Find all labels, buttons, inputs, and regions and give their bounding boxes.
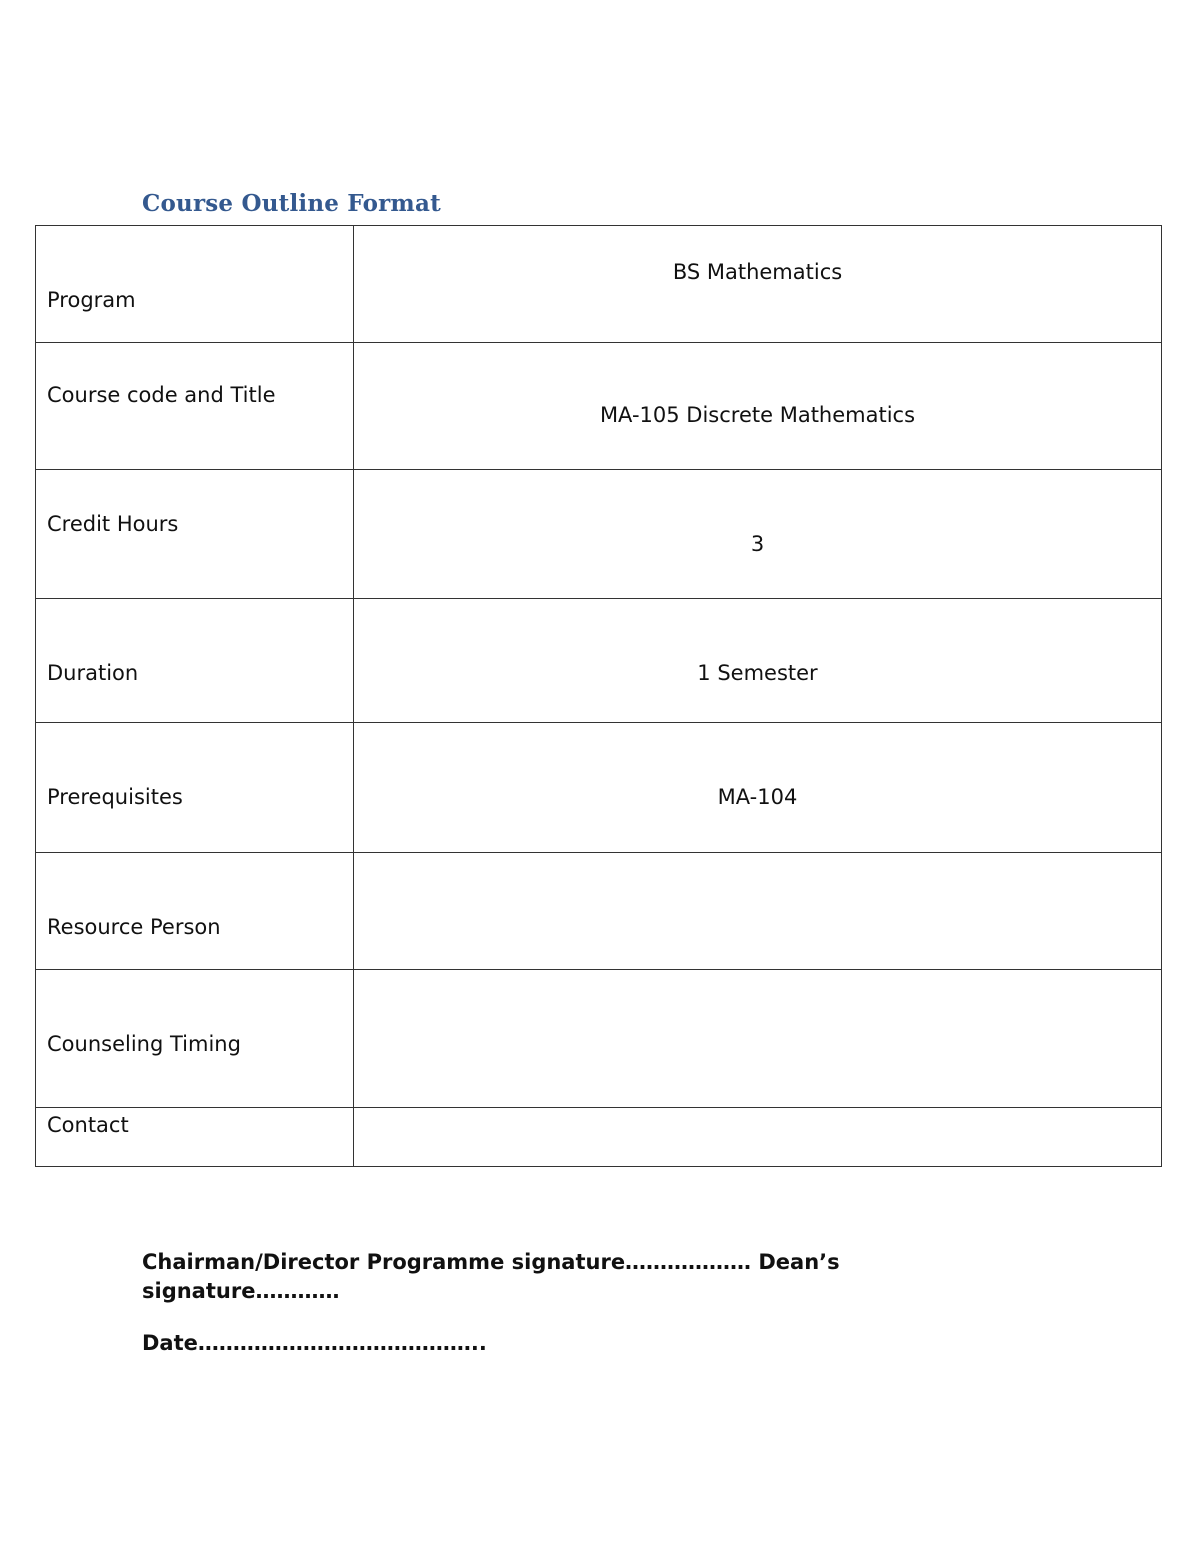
value-cell — [354, 1108, 1162, 1167]
chairman-signature-line: Chairman/Director Programme signature……………… Dean’s — [142, 1250, 840, 1274]
dean-signature-line: signature………… — [142, 1279, 340, 1303]
duration-label: Duration — [47, 661, 139, 685]
document-title: Course Outline Format — [142, 190, 441, 217]
label-cell — [36, 226, 354, 343]
table-row-resource-person — [36, 853, 1162, 970]
contact-label: Contact — [47, 1113, 129, 1137]
table-row-program — [36, 226, 1162, 343]
value-cell — [354, 970, 1162, 1108]
course-outline-table — [35, 225, 1162, 1167]
label-cell — [36, 970, 354, 1108]
label-cell — [36, 853, 354, 970]
signature-block — [142, 1248, 972, 1306]
label-cell — [36, 599, 354, 723]
table-row-credit-hours — [36, 470, 1162, 599]
label-cell — [36, 1108, 354, 1167]
value-cell — [354, 470, 1162, 599]
value-cell — [354, 343, 1162, 470]
counseling-timing-label: Counseling Timing — [47, 1032, 241, 1056]
prerequisites-value: MA-104 — [717, 785, 798, 809]
program-label: Program — [47, 288, 136, 312]
label-cell — [36, 470, 354, 599]
value-cell — [354, 853, 1162, 970]
table-row-contact — [36, 1108, 1162, 1167]
label-cell — [36, 723, 354, 853]
value-cell — [354, 599, 1162, 723]
table-row-counseling-timing — [36, 970, 1162, 1108]
resource-person-label: Resource Person — [47, 915, 221, 939]
duration-value: 1 Semester — [697, 661, 818, 685]
date-line: Date………………………………….. — [142, 1331, 487, 1355]
prerequisites-label: Prerequisites — [47, 785, 183, 809]
table-row-course-code — [36, 343, 1162, 470]
table-row-prerequisites — [36, 723, 1162, 853]
credit-hours-value: 3 — [750, 532, 765, 556]
value-cell — [354, 226, 1162, 343]
program-value: BS Mathematics — [672, 260, 843, 284]
course-code-value: MA-105 Discrete Mathematics — [599, 403, 916, 427]
label-cell — [36, 343, 354, 470]
course-code-label: Course code and Title — [47, 383, 276, 407]
credit-hours-label: Credit Hours — [47, 512, 179, 536]
value-cell — [354, 723, 1162, 853]
table-row-duration — [36, 599, 1162, 723]
